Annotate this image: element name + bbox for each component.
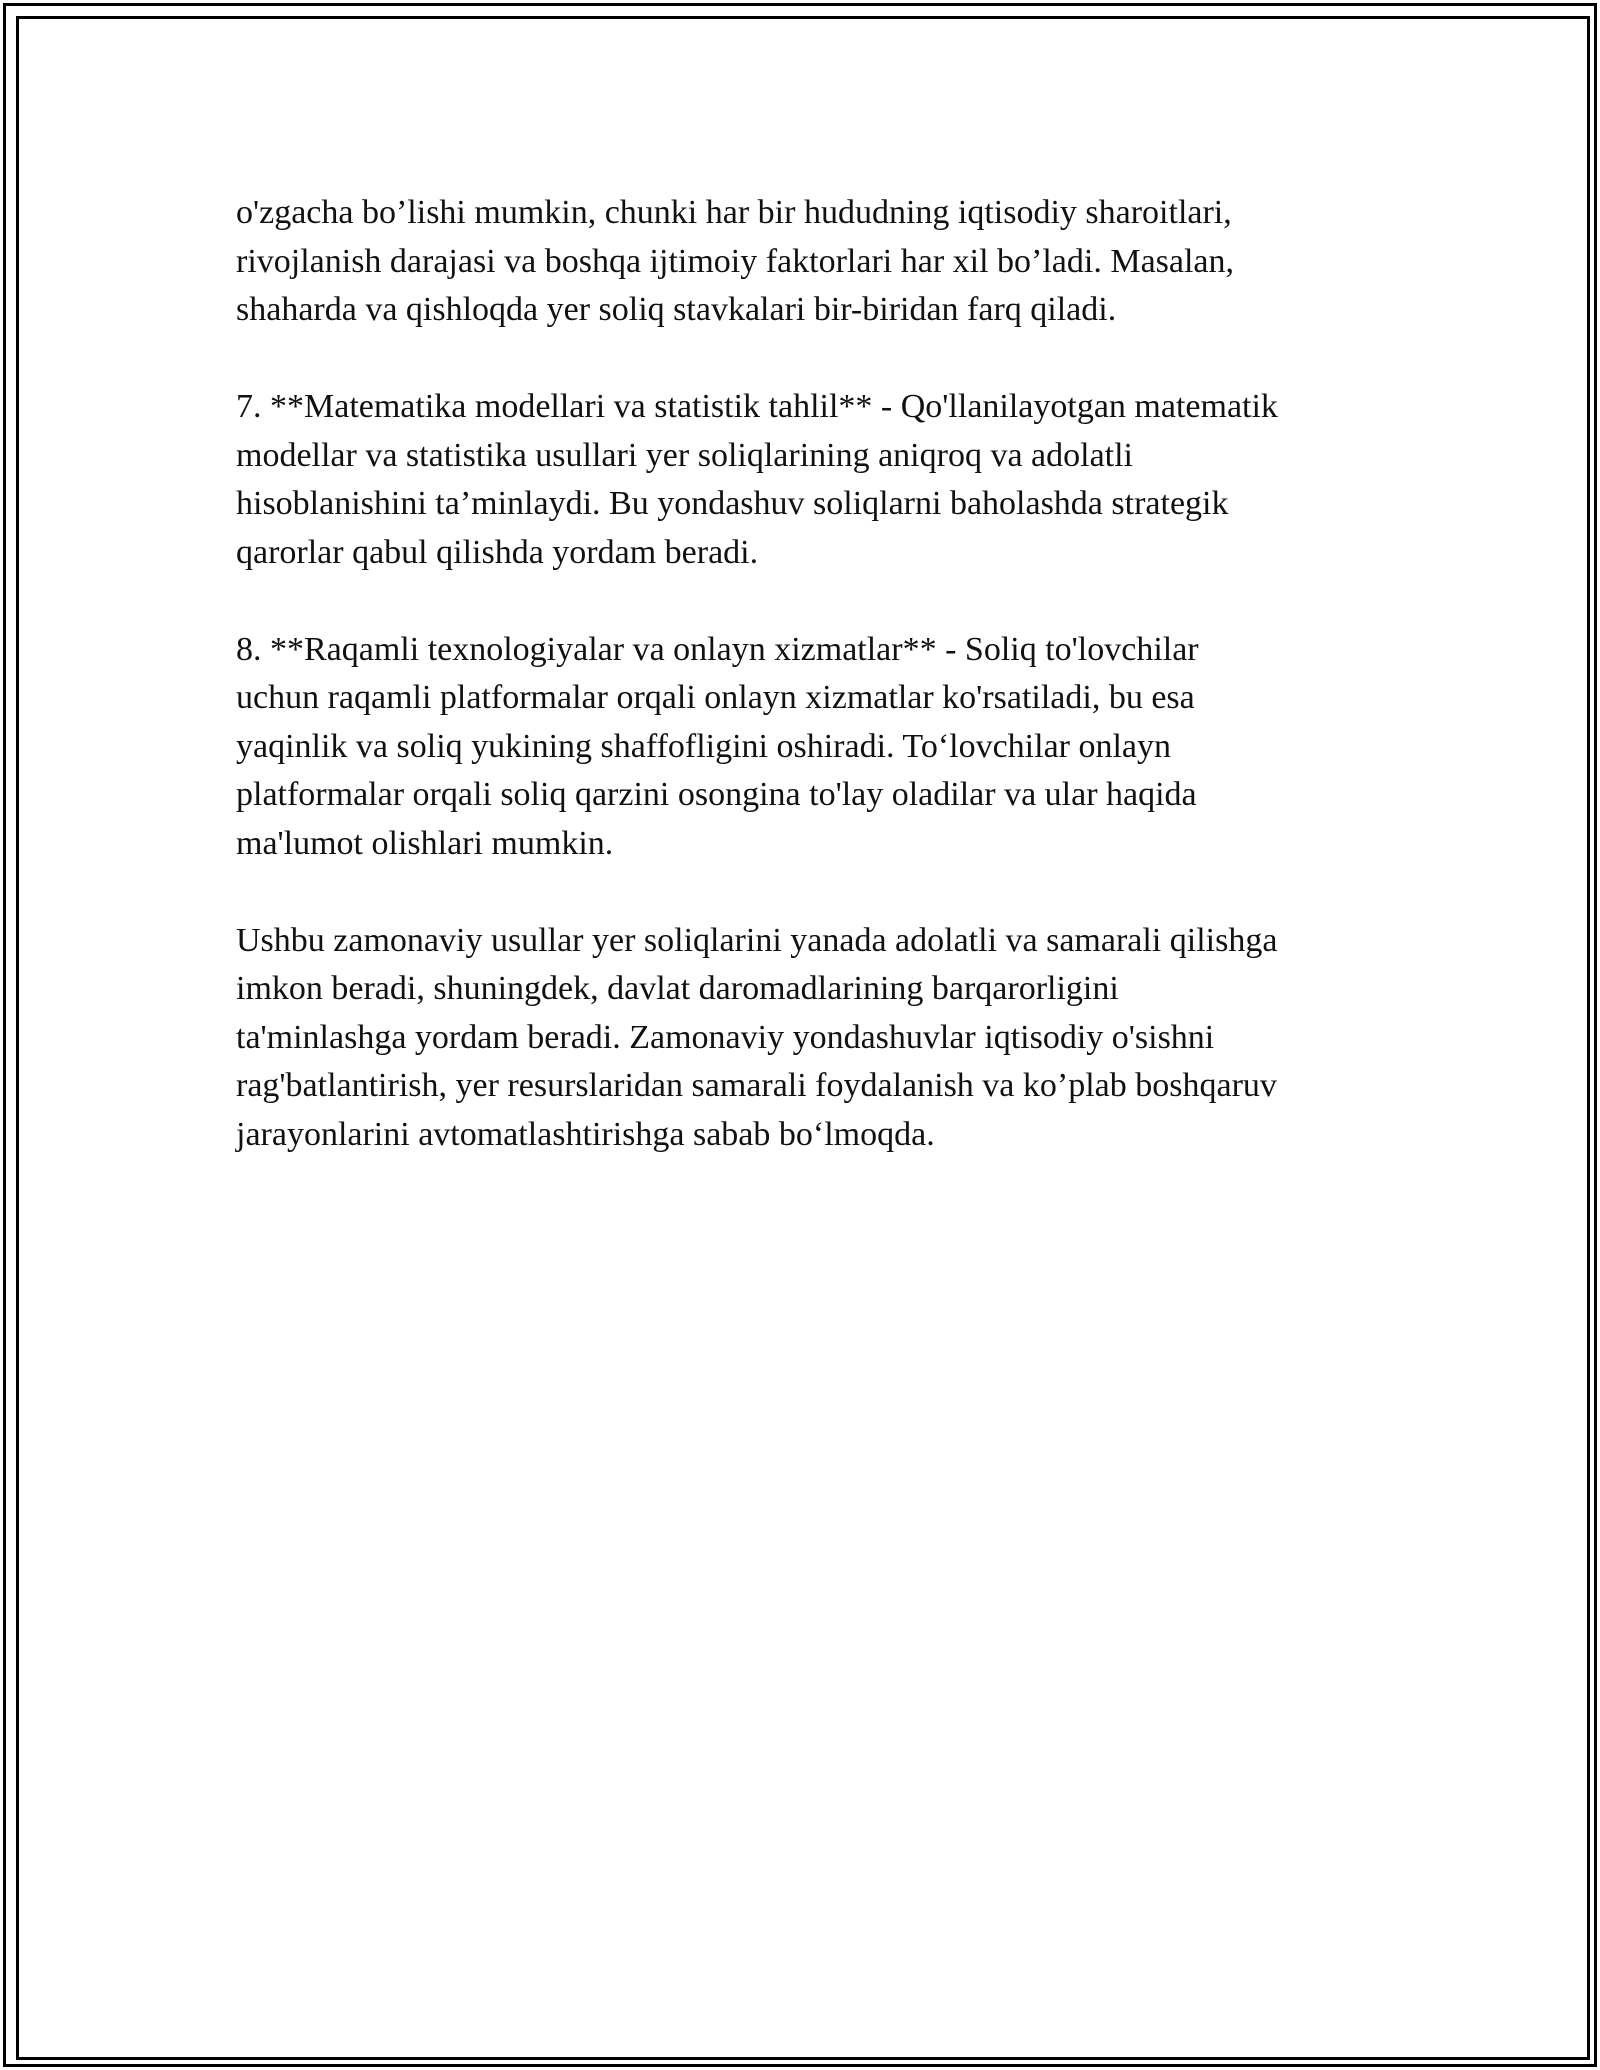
text-line: shaharda va qishloqda yer soliq stavkalari bir-biridan farq qiladi. <box>236 291 1117 328</box>
paragraph-item-7 <box>236 383 1366 577</box>
text-line: hisoblanishini ta’minlaydi. Bu yondashuv soliqlarni baholashda strategik <box>236 485 1229 522</box>
paragraph-continuation <box>236 189 1366 335</box>
text-line: ma'lumot olishlari mumkin. <box>236 824 614 862</box>
text-line: platformalar orqali soliq qarzini osongina to'lay oladilar va ular haqida <box>236 776 1197 813</box>
paragraph-conclusion <box>236 917 1366 1160</box>
text-line: imkon beradi, shuningdek, davlat daromadlarining barqarorligini <box>236 970 1119 1007</box>
paragraph-item-8 <box>236 626 1366 869</box>
text-line: yaqinlik va soliq yukining shaffofligini oshiradi. To‘lovchilar onlayn <box>236 727 1172 765</box>
text-line: qarorlar qabul qilishda yordam beradi. <box>236 533 759 571</box>
text-line: 7. **Matematika modellari va statistik tahlil** - Qo'llanilayotgan matematik <box>236 388 1278 425</box>
text-line: ta'minlashga yordam beradi. Zamonaviy yondashuvlar iqtisodiy o'sishni <box>236 1018 1215 1056</box>
text-line: o'zgacha bo’lishi mumkin, chunki har bir hududning iqtisodiy sharoitlari, <box>236 194 1232 231</box>
text-line: rivojlanish darajasi va boshqa ijtimoiy faktorlari har xil bo’ladi. Masalan, <box>236 242 1235 280</box>
text-line: uchun raqamli platformalar orqali onlayn xizmatlar ko'rsatiladi, bu esa <box>236 679 1195 716</box>
text-line: 8. **Raqamli texnologiyalar va onlayn xizmatlar** - Soliq to'lovchilar <box>236 630 1199 668</box>
text-line: modellar va statistika usullari yer soliqlarining aniqroq va adolatli <box>236 436 1133 474</box>
text-line: jarayonlarini avtomatlashtirishga sabab bo‘lmoqda. <box>236 1115 935 1153</box>
text-line: Ushbu zamonaviy usullar yer soliqlarini yanada adolatli va samarali qilishga <box>236 921 1278 959</box>
text-line: rag'batlantirish, yer resurslaridan samarali foydalanish va ko’plab boshqaruv <box>236 1067 1277 1104</box>
document-body <box>236 189 1366 1208</box>
